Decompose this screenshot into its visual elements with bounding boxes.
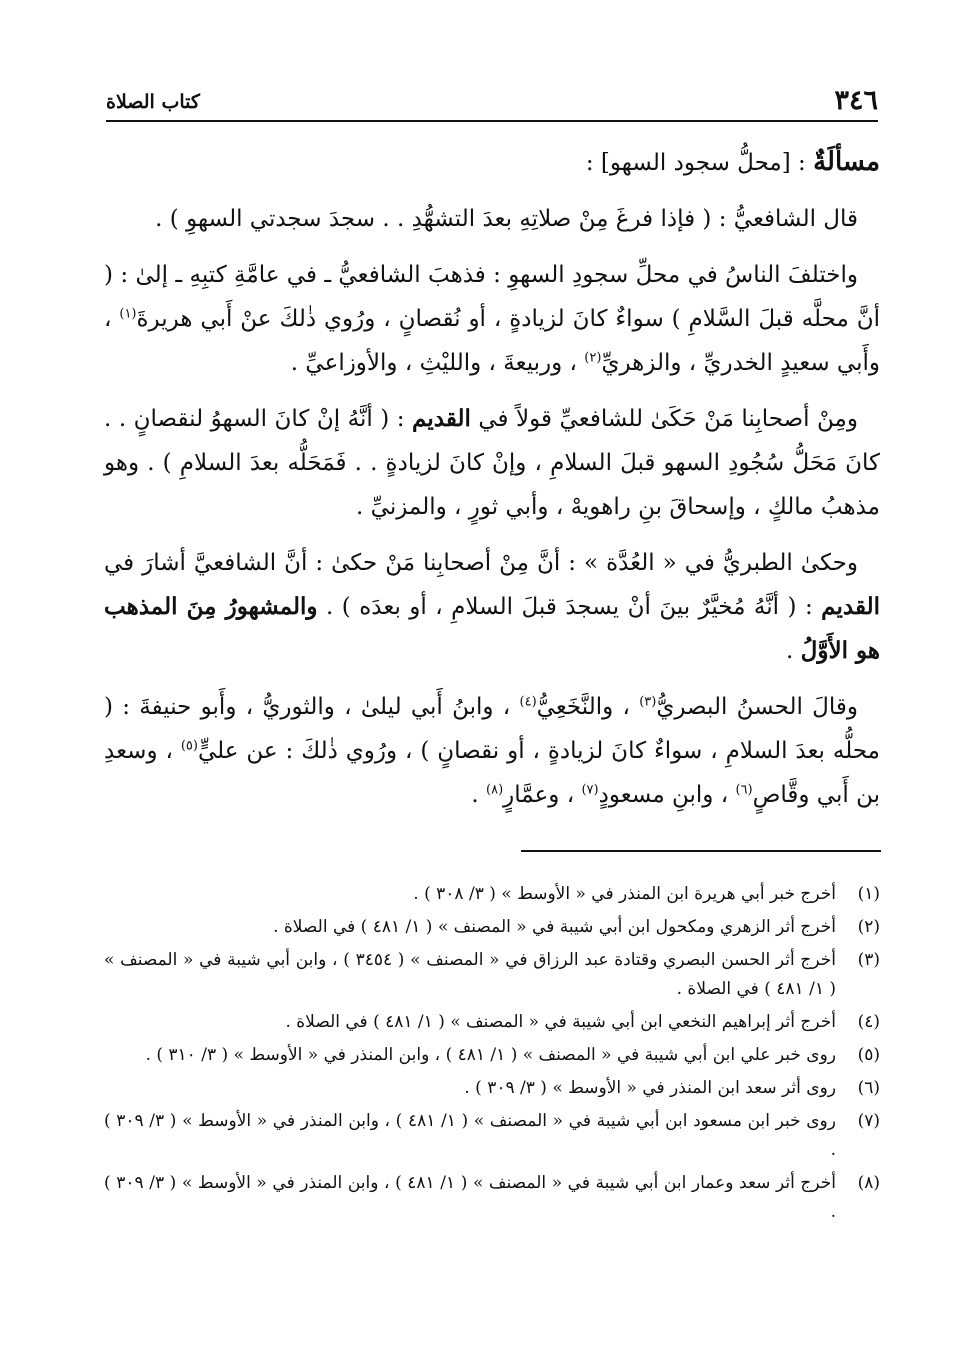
footnote-number: (٥) xyxy=(857,1045,880,1065)
footnote-item xyxy=(104,946,880,1004)
masala-heading xyxy=(104,140,880,185)
p2-text-c: ، وربيعةَ ، والليْثِ ، والأوزاعيِّ . xyxy=(290,350,585,376)
footnote-ref-7[interactable]: (٧) xyxy=(581,782,599,798)
footnote-item xyxy=(104,1169,880,1227)
footnote-text: روى خبر علي ابن أبي شيبة في « المصنف » ( ١/ ٤٨١ ) ، وابن المنذر في « الأوسط » ( ٣/ ٣١٠ ) . xyxy=(145,1045,836,1065)
footnote-item xyxy=(104,880,880,909)
footnote-number: (٨) xyxy=(857,1173,880,1193)
p3-text-b: : ( أنَّهُ إنْ كانَ السهوُ لنقصانٍ . . كانَ مَحَلُّ سُجُودِ السهو قبلَ السلامِ ، وإنْ كانَ لزيادةٍ . . فَمَحَلُّه بعدَ السلامِ ) . وهو مذهبُ مالكٍ ، وإسحاقَ بنِ راهويهْ ، وأبي ثورٍ ، والمزنيِّ . xyxy=(104,406,880,520)
footnote-ref-2[interactable]: (٢) xyxy=(584,350,602,366)
p5-text-a: وقالَ الحسنُ البصريُّ xyxy=(656,694,858,720)
p3-text-a: ومِنْ أصحابِنا مَنْ حَكَىٰ للشافعيِّ قولاً في xyxy=(470,406,858,432)
footnote-ref-3[interactable]: (٣) xyxy=(639,694,657,710)
footnote-text: روى خبر ابن مسعود ابن أبي شيبة في « المصنف » ( ١/ ٤٨١ ) ، وابن المنذر في « الأوسط » ( ٣/ ٣٠٩ ) . xyxy=(104,1111,836,1160)
p5-text-f: ، وعمَّارٍ xyxy=(503,782,582,808)
footnote-item xyxy=(104,1008,880,1037)
footnote-text: روى أثر سعد ابن المنذر في « الأوسط » ( ٣/ ٣٠٩ ) . xyxy=(464,1078,836,1098)
p4-text-c: . xyxy=(786,638,801,664)
footnote-number: (٣) xyxy=(857,950,880,970)
footnote-text: أخرج أثر الزهري ومكحول ابن أبي شيبة في « المصنف » ( ١/ ٤٨١ ) في الصلاة . xyxy=(273,917,836,937)
footnote-item xyxy=(104,1074,880,1103)
p5-text-c: ، وابنُ أَبي ليلىٰ ، والثوريُّ ، وأَبو حنيفةَ : ( محلُّه بعدَ السلامِ ، سواءٌ كانَ لزيادةٍ ، أو نقصانٍ ) ، ورُوي ذٰلكَ : عن عليٍّ xyxy=(104,694,880,764)
footnote-number: (٤) xyxy=(857,1012,880,1032)
footnote-item xyxy=(104,913,880,942)
p4-text-b: : ( أنَّهُ مُخيَّرٌ بينَ أنْ يسجدَ قبلَ السلامِ ، أو بعدَه ) . xyxy=(317,594,822,620)
paragraph-4 xyxy=(104,541,880,673)
page-number: ٣٤٦ xyxy=(834,85,878,116)
footnote-ref-8[interactable]: (٨) xyxy=(486,782,504,798)
footnote-text: أخرج أثر إبراهيم النخعي ابن أبي شيبة في « المصنف » ( ١/ ٤٨١ ) في الصلاة . xyxy=(285,1012,836,1032)
paragraph-1: قال الشافعيُّ : ( فإذا فرغَ مِنْ صلاتِهِ بعدَ التشهُّدِ . . سجدَ سجدتي السهوِ ) . xyxy=(155,206,858,232)
p3-bold-qadim: القديم xyxy=(412,405,471,432)
footnote-ref-6[interactable]: (٦) xyxy=(735,782,753,798)
paragraph-3 xyxy=(104,397,880,529)
p2-text-b: ، وأَبي سعيدٍ الخدريِّ ، والزهريِّ xyxy=(104,306,880,376)
footnote-item xyxy=(104,1041,880,1070)
footnote-text: أخرج خبر أبي هريرة ابن المنذر في « الأوسط » ( ٣/ ٣٠٨ ) . xyxy=(413,884,836,904)
p5-text-g: . xyxy=(471,782,487,808)
main-text xyxy=(104,140,880,829)
running-title: كتاب الصلاة xyxy=(106,91,200,113)
p4-bold-qadim: القديم xyxy=(821,593,880,620)
paragraph-5 xyxy=(104,685,880,817)
footnote-number: (٦) xyxy=(857,1078,880,1098)
footnote-number: (٧) xyxy=(857,1111,880,1131)
footnote-text: أخرج أثر سعد وعمار ابن أبي شيبة في « المصنف » ( ١/ ٤٨١ ) ، وابن المنذر في « الأوسط » ( ٣/ ٣٠٩ ) . xyxy=(104,1173,836,1222)
p4-bold-mashhur: والمشهورُ مِنَ المذهب هو الأَوَّلُ xyxy=(104,593,880,664)
footnote-ref-4[interactable]: (٤) xyxy=(519,694,537,710)
p5-text-d: ، وسعدِ بن أَبي وقَّاصٍ xyxy=(104,738,880,808)
footnote-divider xyxy=(521,850,881,852)
p5-text-e: ، وابنِ مسعودٍ xyxy=(598,782,736,808)
footnote-number: (٢) xyxy=(857,917,880,937)
p2-text-a: واختلفَ الناسُ في محلِّ سجودِ السهوِ : فذهبَ الشافعيُّ ـ في عامَّةِ كتبِهِ ـ إلىٰ : ( أنَّ محلَّه قبلَ السَّلامِ ) سواءٌ كانَ لزيادةٍ ، أو نُقصانٍ ، ورُوي ذٰلكَ عنْ أَبي هريرةَ xyxy=(104,262,880,332)
footnote-ref-5[interactable]: (٥) xyxy=(180,738,198,754)
footnote-ref-1[interactable]: (١) xyxy=(119,306,137,322)
masala-label: مسألَةٌ xyxy=(813,147,880,177)
footnote-text: أخرج أثر الحسن البصري وقتادة عبد الرزاق في « المصنف » ( ٣٤٥٤ ) ، وابن أبي شيبة في « المصنف » ( ١/ ٤٨١ ) في الصلاة . xyxy=(104,950,836,999)
footnote-number: (١) xyxy=(857,884,880,904)
footnote-item xyxy=(104,1107,880,1165)
footnotes xyxy=(104,880,880,1231)
page-header xyxy=(106,86,878,122)
p5-text-b: ، والنَّخَعِيُّ xyxy=(536,694,640,720)
paragraph-2 xyxy=(104,253,880,385)
masala-title: : [محلُّ سجود السهو] : xyxy=(585,150,814,176)
p4-text-a: وحكىٰ الطبريُّ في « العُدَّة » : أنَّ مِنْ أصحابِنا مَنْ حكىٰ : أنَّ الشافعيَّ أشارَ في xyxy=(104,550,858,576)
